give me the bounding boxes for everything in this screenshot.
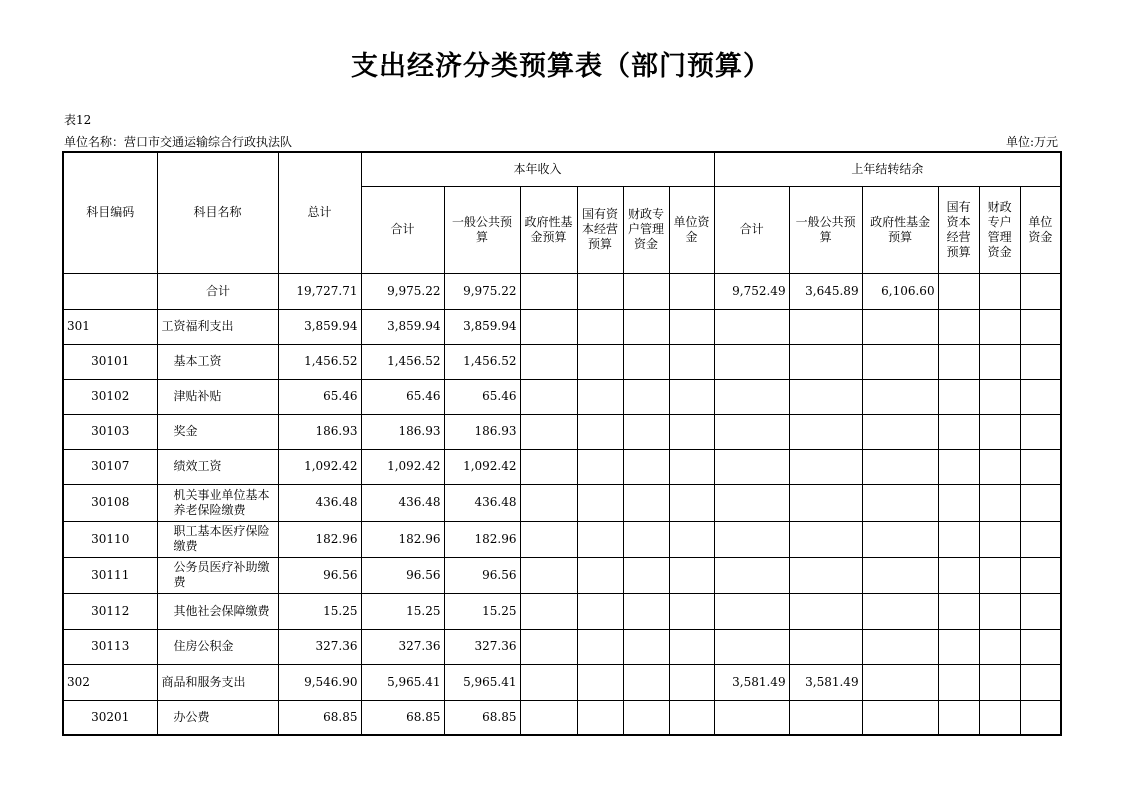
- cell-cy-state-capital: [577, 664, 623, 700]
- header-cy-special-account: 财政专户管理资金: [623, 186, 669, 273]
- cell-co-state-capital: [938, 414, 979, 449]
- header-co-general: 一般公共预算: [789, 186, 862, 273]
- table-row: [63, 309, 1061, 344]
- cell-co-sum: [714, 700, 789, 735]
- cell-cy-sum: 186.93: [361, 414, 444, 449]
- cell-cy-state-capital: [577, 593, 623, 629]
- cell-cy-unit-funds: [669, 414, 714, 449]
- cell-cy-state-capital: [577, 344, 623, 379]
- cell-co-sum: [714, 309, 789, 344]
- cell-code: 30111: [63, 557, 157, 593]
- cell-cy-general: 186.93: [444, 414, 520, 449]
- cell-cy-fund: [520, 449, 577, 484]
- cell-cy-state-capital: [577, 273, 623, 309]
- cell-co-special-account: [979, 344, 1020, 379]
- cell-cy-sum: 1,456.52: [361, 344, 444, 379]
- cell-code: 30107: [63, 449, 157, 484]
- cell-co-special-account: [979, 449, 1020, 484]
- cell-cy-special-account: [623, 557, 669, 593]
- cell-co-general: [789, 521, 862, 557]
- cell-cy-fund: [520, 664, 577, 700]
- cell-cy-unit-funds: [669, 379, 714, 414]
- cell-total: 65.46: [278, 379, 361, 414]
- cell-cy-sum: 3,859.94: [361, 309, 444, 344]
- unit-name: 单位名称：营口市交通运输综合行政执法队: [64, 135, 293, 149]
- cell-co-special-account: [979, 700, 1020, 735]
- cell-co-unit-funds: [1020, 309, 1061, 344]
- cell-name: 商品和服务支出: [157, 664, 278, 700]
- cell-cy-fund: [520, 379, 577, 414]
- cell-cy-state-capital: [577, 379, 623, 414]
- cell-co-general: [789, 700, 862, 735]
- cell-co-special-account: [979, 484, 1020, 521]
- cell-co-sum: [714, 449, 789, 484]
- cell-cy-sum: 182.96: [361, 521, 444, 557]
- cell-co-fund: [862, 379, 938, 414]
- table-row: [63, 664, 1061, 700]
- cell-co-sum: [714, 414, 789, 449]
- cell-co-sum: [714, 379, 789, 414]
- cell-cy-fund: [520, 273, 577, 309]
- cell-cy-state-capital: [577, 700, 623, 735]
- cell-co-general: 3,581.49: [789, 664, 862, 700]
- cell-name: 工资福利支出: [157, 309, 278, 344]
- table-row: [63, 379, 1061, 414]
- header-total: 总计: [278, 152, 361, 273]
- cell-co-unit-funds: [1020, 664, 1061, 700]
- cell-name: 公务员医疗补助缴费: [157, 557, 278, 593]
- header-co-unit-funds: 单位资金: [1020, 186, 1061, 273]
- cell-co-state-capital: [938, 700, 979, 735]
- cell-total: 182.96: [278, 521, 361, 557]
- cell-co-general: [789, 593, 862, 629]
- cell-total: 9,546.90: [278, 664, 361, 700]
- cell-name: 住房公积金: [157, 629, 278, 664]
- cell-co-special-account: [979, 521, 1020, 557]
- cell-total: 1,092.42: [278, 449, 361, 484]
- cell-cy-state-capital: [577, 484, 623, 521]
- cell-cy-unit-funds: [669, 629, 714, 664]
- cell-cy-general: 15.25: [444, 593, 520, 629]
- cell-co-fund: [862, 593, 938, 629]
- cell-co-unit-funds: [1020, 629, 1061, 664]
- cell-cy-unit-funds: [669, 521, 714, 557]
- cell-total: 186.93: [278, 414, 361, 449]
- cell-total: 15.25: [278, 593, 361, 629]
- cell-cy-state-capital: [577, 521, 623, 557]
- cell-co-general: [789, 557, 862, 593]
- cell-co-sum: 3,581.49: [714, 664, 789, 700]
- cell-co-general: [789, 629, 862, 664]
- page-title: 支出经济分类预算表（部门预算）: [351, 51, 771, 82]
- cell-cy-general: 436.48: [444, 484, 520, 521]
- cell-cy-unit-funds: [669, 557, 714, 593]
- cell-co-fund: [862, 521, 938, 557]
- cell-name: 合计: [157, 273, 278, 309]
- cell-code: 30103: [63, 414, 157, 449]
- cell-co-general: 3,645.89: [789, 273, 862, 309]
- cell-cy-fund: [520, 593, 577, 629]
- table-row: [63, 593, 1061, 629]
- cell-name: 津贴补贴: [157, 379, 278, 414]
- cell-cy-general: 5,965.41: [444, 664, 520, 700]
- header-code: 科目编码: [63, 152, 157, 273]
- cell-cy-general: 1,456.52: [444, 344, 520, 379]
- cell-code: 30101: [63, 344, 157, 379]
- cell-cy-fund: [520, 414, 577, 449]
- cell-cy-special-account: [623, 379, 669, 414]
- cell-co-general: [789, 414, 862, 449]
- cell-co-fund: [862, 449, 938, 484]
- cell-co-state-capital: [938, 344, 979, 379]
- cell-cy-sum: 1,092.42: [361, 449, 444, 484]
- cell-cy-unit-funds: [669, 593, 714, 629]
- cell-co-special-account: [979, 629, 1020, 664]
- cell-cy-fund: [520, 484, 577, 521]
- cell-total: 327.36: [278, 629, 361, 664]
- cell-co-unit-funds: [1020, 449, 1061, 484]
- header-cy-state-capital: 国有资本经营预算: [577, 186, 623, 273]
- cell-co-unit-funds: [1020, 344, 1061, 379]
- cell-co-sum: [714, 484, 789, 521]
- cell-co-general: [789, 344, 862, 379]
- cell-cy-general: 182.96: [444, 521, 520, 557]
- cell-co-fund: [862, 664, 938, 700]
- table-row: [63, 484, 1061, 521]
- cell-co-unit-funds: [1020, 593, 1061, 629]
- cell-cy-sum: 9,975.22: [361, 273, 444, 309]
- table-row: [63, 521, 1061, 557]
- cell-name: 职工基本医疗保险缴费: [157, 521, 278, 557]
- cell-cy-special-account: [623, 309, 669, 344]
- cell-code: 30110: [63, 521, 157, 557]
- cell-co-sum: 9,752.49: [714, 273, 789, 309]
- cell-co-unit-funds: [1020, 414, 1061, 449]
- cell-cy-general: 1,092.42: [444, 449, 520, 484]
- cell-co-state-capital: [938, 593, 979, 629]
- cell-co-special-account: [979, 309, 1020, 344]
- cell-cy-fund: [520, 521, 577, 557]
- cell-cy-sum: 15.25: [361, 593, 444, 629]
- cell-co-state-capital: [938, 273, 979, 309]
- cell-cy-fund: [520, 629, 577, 664]
- cell-cy-general: 96.56: [444, 557, 520, 593]
- header-co-state-capital: 国有资本经营预算: [938, 186, 979, 273]
- cell-code: 30201: [63, 700, 157, 735]
- cell-total: 3,859.94: [278, 309, 361, 344]
- cell-co-special-account: [979, 273, 1020, 309]
- header-cy-general: 一般公共预算: [444, 186, 520, 273]
- cell-co-sum: [714, 557, 789, 593]
- currency-unit: 单位:万元: [1005, 135, 1058, 149]
- cell-co-fund: [862, 344, 938, 379]
- cell-co-special-account: [979, 557, 1020, 593]
- cell-co-unit-funds: [1020, 700, 1061, 735]
- cell-co-state-capital: [938, 557, 979, 593]
- cell-co-state-capital: [938, 484, 979, 521]
- cell-code: 30102: [63, 379, 157, 414]
- table-row: [63, 273, 1061, 309]
- cell-cy-special-account: [623, 414, 669, 449]
- cell-cy-sum: 436.48: [361, 484, 444, 521]
- cell-co-special-account: [979, 414, 1020, 449]
- cell-co-general: [789, 484, 862, 521]
- cell-code: 30112: [63, 593, 157, 629]
- cell-cy-fund: [520, 557, 577, 593]
- cell-co-sum: [714, 593, 789, 629]
- cell-cy-special-account: [623, 484, 669, 521]
- cell-cy-special-account: [623, 521, 669, 557]
- cell-code: 301: [63, 309, 157, 344]
- header-co-fund: 政府性基金预算: [862, 186, 938, 273]
- cell-co-unit-funds: [1020, 484, 1061, 521]
- cell-co-state-capital: [938, 521, 979, 557]
- cell-name: 机关事业单位基本养老保险缴费: [157, 484, 278, 521]
- table-row: [63, 449, 1061, 484]
- cell-cy-state-capital: [577, 309, 623, 344]
- cell-name: 其他社会保障缴费: [157, 593, 278, 629]
- cell-co-state-capital: [938, 629, 979, 664]
- cell-cy-special-account: [623, 344, 669, 379]
- cell-co-state-capital: [938, 309, 979, 344]
- cell-co-special-account: [979, 379, 1020, 414]
- cell-cy-sum: 327.36: [361, 629, 444, 664]
- cell-cy-general: 68.85: [444, 700, 520, 735]
- cell-co-general: [789, 309, 862, 344]
- cell-cy-special-account: [623, 629, 669, 664]
- cell-co-sum: [714, 521, 789, 557]
- cell-total: 19,727.71: [278, 273, 361, 309]
- cell-co-fund: [862, 557, 938, 593]
- cell-cy-unit-funds: [669, 484, 714, 521]
- cell-cy-unit-funds: [669, 309, 714, 344]
- cell-co-fund: [862, 484, 938, 521]
- cell-cy-unit-funds: [669, 449, 714, 484]
- cell-co-unit-funds: [1020, 557, 1061, 593]
- cell-cy-unit-funds: [669, 664, 714, 700]
- cell-co-unit-funds: [1020, 379, 1061, 414]
- cell-name: 办公费: [157, 700, 278, 735]
- table-row: [63, 629, 1061, 664]
- table-row: [63, 557, 1061, 593]
- cell-total: 96.56: [278, 557, 361, 593]
- cell-cy-general: 327.36: [444, 629, 520, 664]
- table-number: 表12: [64, 113, 92, 127]
- cell-name: 基本工资: [157, 344, 278, 379]
- cell-co-fund: [862, 414, 938, 449]
- cell-co-special-account: [979, 593, 1020, 629]
- cell-cy-general: 3,859.94: [444, 309, 520, 344]
- header-carryover: 上年结转结余: [714, 152, 1061, 186]
- cell-co-fund: [862, 700, 938, 735]
- header-cy-sum: 合计: [361, 186, 444, 273]
- cell-co-state-capital: [938, 379, 979, 414]
- cell-code: 302: [63, 664, 157, 700]
- header-cy-fund: 政府性基金预算: [520, 186, 577, 273]
- cell-cy-special-account: [623, 700, 669, 735]
- header-name: 科目名称: [157, 152, 278, 273]
- header-row-1: [63, 152, 1061, 186]
- header-current-year: 本年收入: [361, 152, 714, 186]
- table-row: [63, 344, 1061, 379]
- cell-total: 436.48: [278, 484, 361, 521]
- cell-co-state-capital: [938, 664, 979, 700]
- cell-cy-general: 9,975.22: [444, 273, 520, 309]
- cell-cy-state-capital: [577, 629, 623, 664]
- cell-co-unit-funds: [1020, 521, 1061, 557]
- cell-cy-special-account: [623, 273, 669, 309]
- cell-code: [63, 273, 157, 309]
- cell-cy-sum: 65.46: [361, 379, 444, 414]
- cell-name: 奖金: [157, 414, 278, 449]
- cell-code: 30108: [63, 484, 157, 521]
- cell-cy-state-capital: [577, 557, 623, 593]
- cell-co-sum: [714, 344, 789, 379]
- cell-cy-fund: [520, 344, 577, 379]
- cell-total: 68.85: [278, 700, 361, 735]
- cell-co-sum: [714, 629, 789, 664]
- header-co-sum: 合计: [714, 186, 789, 273]
- header-co-special-account: 财政专户管理资金: [979, 186, 1020, 273]
- cell-co-special-account: [979, 664, 1020, 700]
- cell-total: 1,456.52: [278, 344, 361, 379]
- cell-cy-state-capital: [577, 449, 623, 484]
- cell-co-state-capital: [938, 449, 979, 484]
- cell-cy-special-account: [623, 664, 669, 700]
- cell-cy-sum: 68.85: [361, 700, 444, 735]
- cell-co-fund: [862, 309, 938, 344]
- cell-code: 30113: [63, 629, 157, 664]
- cell-cy-state-capital: [577, 414, 623, 449]
- cell-cy-sum: 5,965.41: [361, 664, 444, 700]
- cell-cy-sum: 96.56: [361, 557, 444, 593]
- cell-co-general: [789, 449, 862, 484]
- cell-co-unit-funds: [1020, 273, 1061, 309]
- cell-cy-fund: [520, 700, 577, 735]
- budget-table: [62, 151, 1062, 736]
- cell-name: 绩效工资: [157, 449, 278, 484]
- cell-cy-special-account: [623, 449, 669, 484]
- cell-cy-unit-funds: [669, 344, 714, 379]
- cell-cy-special-account: [623, 593, 669, 629]
- cell-cy-unit-funds: [669, 273, 714, 309]
- cell-cy-fund: [520, 309, 577, 344]
- table-row: [63, 414, 1061, 449]
- cell-cy-general: 65.46: [444, 379, 520, 414]
- header-cy-unit-funds: 单位资金: [669, 186, 714, 273]
- cell-cy-unit-funds: [669, 700, 714, 735]
- cell-co-fund: 6,106.60: [862, 273, 938, 309]
- cell-co-general: [789, 379, 862, 414]
- cell-co-fund: [862, 629, 938, 664]
- table-row: [63, 700, 1061, 735]
